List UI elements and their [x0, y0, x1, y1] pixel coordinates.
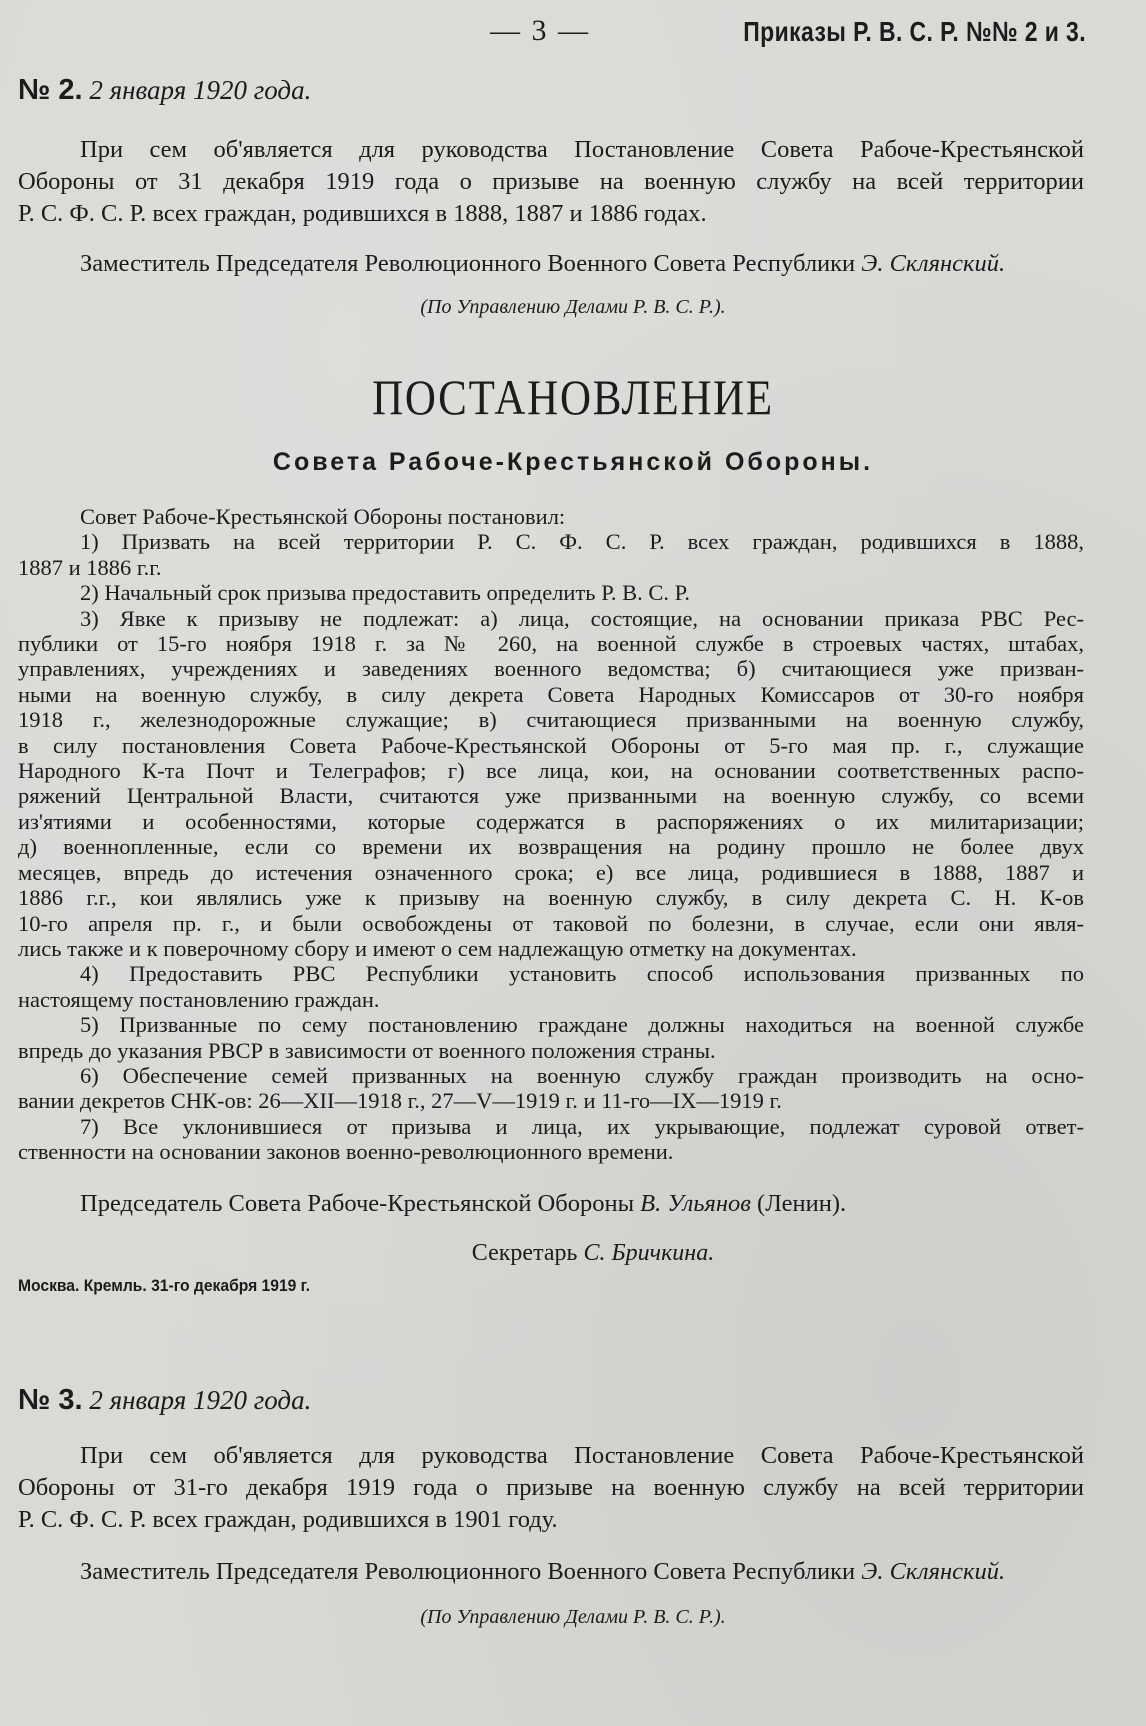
decree-line: вании декретов СНК-ов: 26—XII—1918 г., 27—V—1919 г. и 11-го—IX—1919 г. [18, 1088, 782, 1114]
order-3-signature [80, 1558, 1086, 1586]
decree-line: управлениях, учреждениях и заведениях военного ведомства; б) считающиеся уже призван- [18, 656, 1084, 682]
decree-line: настоящему постановлению граждан. [18, 986, 380, 1012]
order-3-signature-title: Заместитель Председателя Революционного Военного Совета Республики [80, 1558, 856, 1585]
page-header [0, 14, 1146, 54]
decree-line: 1887 и 1886 г.г. [18, 554, 162, 580]
decree-subtitle: Совета Рабоче-Крестьянской Обороны. [272, 448, 874, 476]
order-3-line: Обороны от 31-го декабря 1919 года о призыве на военную службу на всей территории [18, 1474, 1084, 1501]
decree-line: 3) Явке к призыву не подлежат: а) лица, состоящие, на основании приказа РВС Рес- [80, 605, 1084, 631]
decree-line: 1) Призвать на всей территории Р. С. Ф. С. Р. всех граждан, родившихся в 1888, [80, 529, 1084, 555]
chairman-title: Председатель Совета Рабоче-Крестьянской Обороны [80, 1190, 635, 1217]
decree-line: 1918 г., железнодорожные служащие; в) считающиеся призванными на военную службу, [18, 707, 1084, 733]
order-2-signature [80, 250, 1086, 278]
decree-line: 1886 г.г., кои являлись уже к призыву на военную службу, в силу декрета С. Н. К-ов [18, 885, 1084, 911]
chairman-alias: (Ленин). [757, 1190, 847, 1217]
decree-line: месяцев, впредь до истечения означенного срока; е) все лица, родившиеся в 1888, 1887 и [18, 859, 1084, 885]
order-3-office: (По Управлению Делами Р. В. С. Р.). [420, 1606, 726, 1628]
decree-line: 4) Предоставить РВС Республики установить способ использования призванных по [80, 961, 1084, 987]
order-3-line: При сем об'является для руководства Постановление Совета Рабоче-Крестьянской [80, 1442, 1084, 1469]
decree-line: в силу постановления Совета Рабоче-Крестьянской Обороны от 5-го мая пр. г., служащие [18, 732, 1084, 758]
order-3-number: № 3. [18, 1384, 83, 1416]
order-2-signature-title: Заместитель Председателя Революционного Военного Совета Республики [80, 250, 856, 277]
order-3-signature-name: Э. Склянский. [861, 1558, 1006, 1585]
decree-line: Совет Рабоче-Крестьянской Обороны постановил: [80, 504, 566, 529]
order-2-signature-name: Э. Склянский. [861, 250, 1006, 277]
decree-title: ПОСТАНОВЛЕНИЕ [372, 369, 774, 425]
chairman-signature [80, 1190, 846, 1218]
order-2-office: (По Управлению Делами Р. В. С. Р.). [420, 296, 726, 318]
decree-line: ственности на основании законов военно-революционного времени. [18, 1139, 674, 1165]
decree-line: из'ятиями и особенностями, которые содержатся в распоряжениях о их милитаризации; [18, 808, 1084, 834]
order-2-line: При сем об'является для руководства Постановление Совета Рабоче-Крестьянской [80, 136, 1084, 163]
decree-line: 2) Начальный срок призыва предоставить определить Р. В. С. Р. [80, 580, 690, 606]
order-3-text [18, 1440, 1084, 1536]
order-2-line: Р. С. Ф. С. Р. всех граждан, родившихся в 1888, 1887 и 1886 годах. [18, 200, 707, 227]
order-2-date: 2 января 1920 года. [89, 75, 312, 105]
order-2-heading [18, 74, 311, 107]
decree-line: д) военнопленные, если со времени их возвращения на родину прошло не более двух [18, 834, 1084, 860]
decree-line: 5) Призванные по сему постановлению граждане должны находиться на военной службе [80, 1012, 1084, 1038]
chairman-name: В. Ульянов [640, 1190, 751, 1217]
decree-line: публики от 15-го ноября 1918 г. за № 260, на военной службе в строевых частях, штабах, [18, 631, 1084, 657]
secretary-title: Секретарь [471, 1240, 578, 1266]
decree-line: лись также и к поверочному сбору и имеют о сем надлежащую отметку на документах. [18, 935, 857, 961]
order-2-text [18, 134, 1084, 230]
decree-line: ряжений Центральной Власти, считаются уже призванными на военную службу, со всеми [18, 783, 1084, 809]
running-head: Приказы Р. В. С. Р. №№ 2 и 3. [743, 16, 1086, 47]
order-2-line: Обороны от 31 декабря 1919 года о призыве на военную службу на всей территории [18, 168, 1084, 195]
order-2-number: № 2. [18, 74, 83, 106]
decree-line: впредь до указания РВСР в зависимости от военного положения страны. [18, 1037, 716, 1063]
decree-body [18, 504, 1084, 1165]
secretary-signature [0, 1240, 1146, 1267]
decree-line: ными на военную службу, в силу декрета Совета Народных Комиссаров от 30-го ноября [18, 681, 1084, 707]
place-date: Москва. Кремль. 31-го декабря 1919 г. [18, 1276, 310, 1295]
order-3-line: Р. С. Ф. С. Р. всех граждан, родившихся в 1901 году. [18, 1506, 558, 1533]
page-number: — 3 — [490, 14, 590, 47]
order-3-heading [18, 1384, 311, 1417]
decree-line: Народного К-та Почт и Телеграфов; г) все лица, кои, на основании соответственных распо- [18, 758, 1084, 784]
secretary-name: С. Бричкина. [583, 1240, 715, 1266]
decree-line: 10-го апреля пр. г., и были освобождены от таковой по болезни, в случае, если они явля- [18, 910, 1084, 936]
order-3-date: 2 января 1920 года. [89, 1385, 312, 1415]
decree-line: 6) Обеспечение семей призванных на военную службу граждан производить на осно- [80, 1062, 1084, 1088]
decree-line: 7) Все уклонившиеся от призыва и лица, их укрывающие, подлежат суровой ответ- [80, 1113, 1084, 1139]
